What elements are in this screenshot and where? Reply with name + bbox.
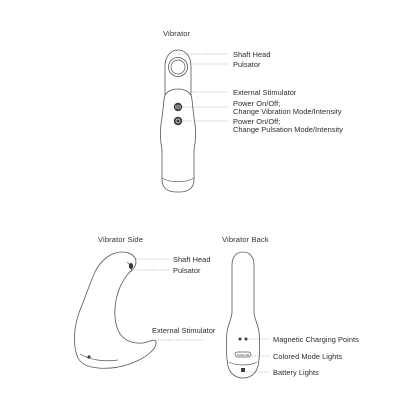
vibrator-side-group (74, 235, 215, 368)
pulsation-button (174, 117, 182, 125)
label-pulsator: Pulsator (233, 60, 261, 69)
label-external-stimulator: External Stimulator (233, 88, 297, 97)
label-side-external-stimulator: External Stimulator (152, 326, 216, 335)
vibrator-side-button-dot (87, 355, 90, 358)
label-side-pulsator: Pulsator (173, 266, 201, 275)
label-power-pulsation-line1: Power On/Off; (233, 117, 281, 126)
label-magnetic-charging-points: Magnetic Charging Points (273, 335, 359, 344)
vibrator-side-illustration (74, 252, 156, 368)
label-colored-mode-lights: Colored Mode Lights (273, 352, 343, 361)
vibrator-side-title: Vibrator Side (98, 235, 144, 244)
vibrator-side-body (74, 252, 156, 368)
label-side-shaft-head: Shaft Head (173, 255, 211, 264)
charging-point-right (245, 338, 248, 341)
vibrator-title: Vibrator (163, 29, 191, 38)
label-power-vibration-line1: Power On/Off; (233, 99, 281, 108)
vibrator-front-illustration (161, 50, 196, 192)
vibrator-back-illustration (226, 252, 259, 378)
battery-lights (241, 368, 245, 372)
charging-point-left (239, 338, 242, 341)
vibrator-back-group (222, 235, 359, 378)
label-power-vibration-line2: Change Vibration Mode/Intensity (233, 107, 342, 116)
vibrator-side-pulsator-dot (129, 263, 133, 269)
vibrator-back-title: Vibrator Back (222, 235, 269, 244)
vibrator-back-logo: SVAKOM (236, 353, 250, 357)
label-battery-lights: Battery Lights (273, 368, 319, 377)
vibrator-front-group (161, 29, 344, 192)
label-shaft-head: Shaft Head (233, 50, 271, 59)
vibrator-back-body (226, 252, 259, 378)
label-power-pulsation-line2: Change Pulsation Mode/Intensity (233, 125, 344, 134)
